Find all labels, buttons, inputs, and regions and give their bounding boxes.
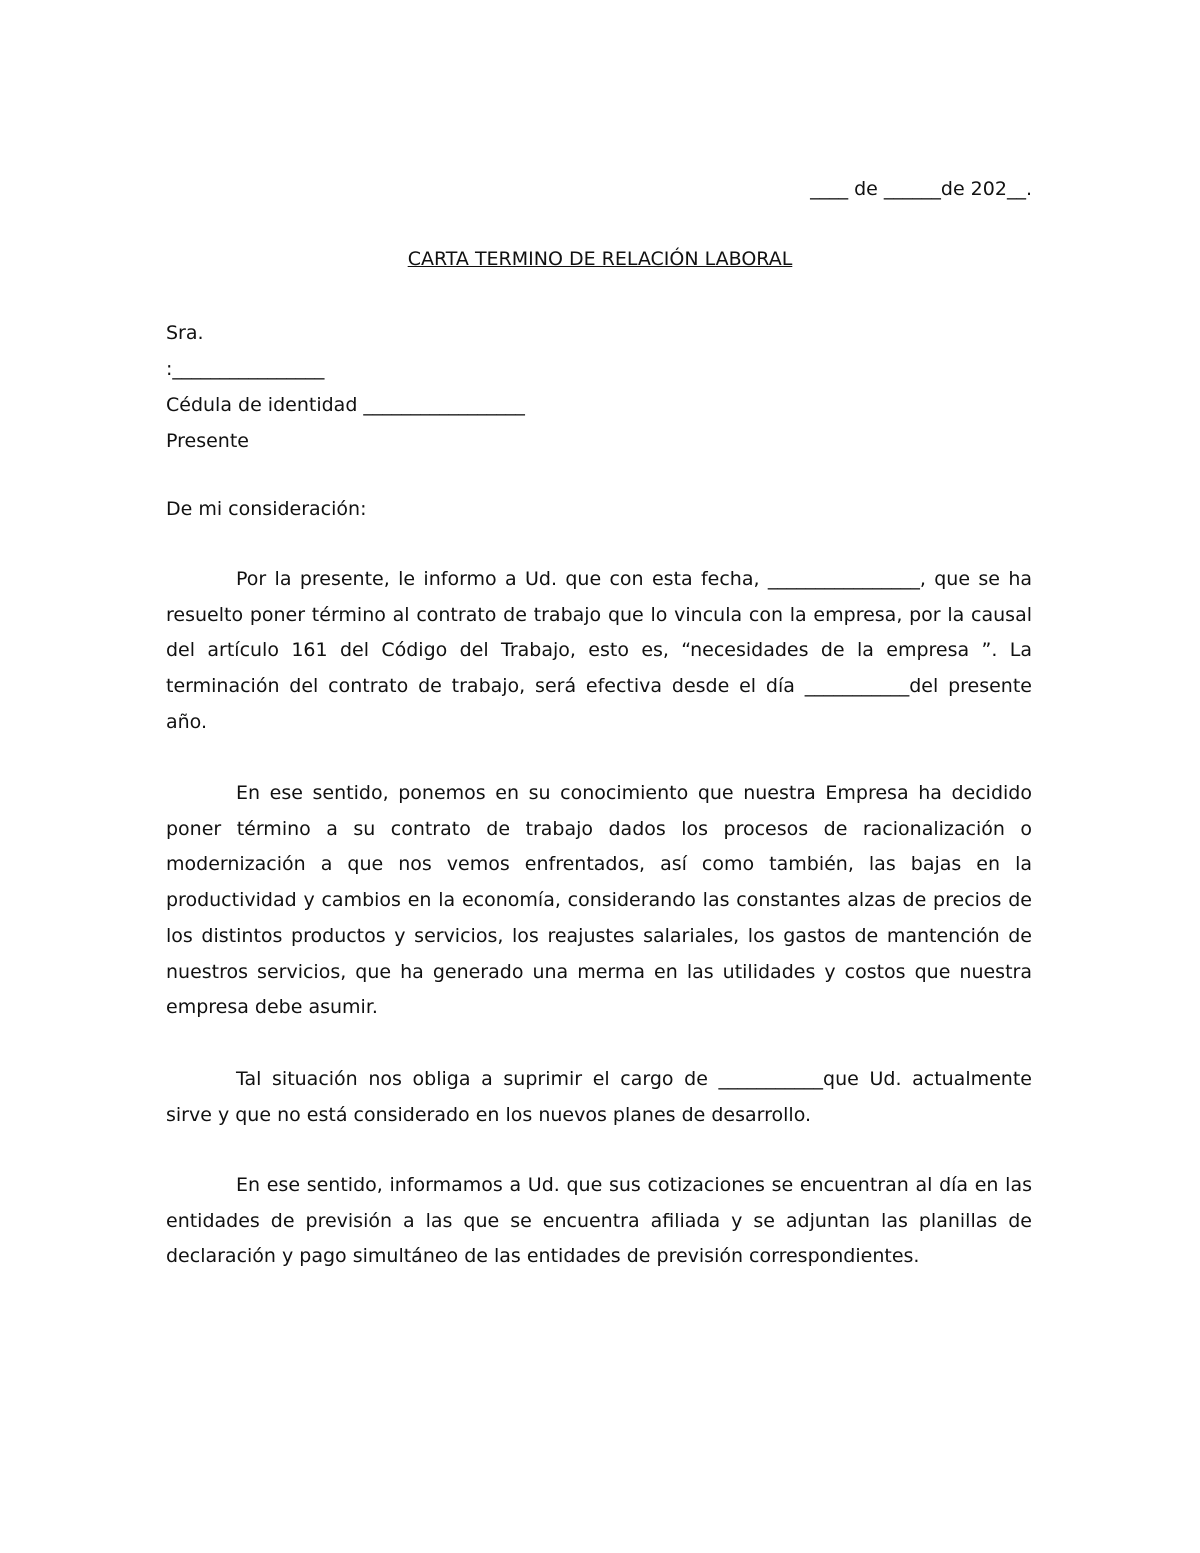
paragraph-text: En ese sentido, informamos a Ud. que sus cotizaciones se encuentran al día en las entidades de previsión a las que se encuentra afiliada y se adjuntan las planillas de declaración y pago simultáneo de las entidades de previsión correspondientes.	[166, 1174, 1032, 1268]
recipient-presente: Presente	[166, 430, 249, 452]
letter-title: CARTA TERMINO DE RELACIÓN LABORAL	[407, 248, 793, 270]
paragraph-4	[166, 1168, 1032, 1275]
paragraph-text: Tal situación nos obliga a suprimir el cargo de ___________que Ud. actualmente sirve y que no está considerado en los nuevos planes de desarrollo.	[166, 1068, 1032, 1126]
recipient-id-line: Cédula de identidad _________________	[166, 394, 525, 416]
date-line: ____ de ______de 202__.	[810, 178, 1032, 200]
paragraph-1	[166, 562, 1032, 741]
recipient-block	[166, 315, 1032, 459]
paragraph-3	[166, 1062, 1032, 1133]
greeting: De mi consideración:	[166, 498, 367, 520]
recipient-salutation: Sra.	[166, 322, 204, 344]
paragraph-text: Por la presente, le informo a Ud. que con esta fecha, ________________, que se ha resuelto poner término al contrato de trabajo que lo vincula con la empresa, por la causal del artículo 161 del Código del Trabajo, esto es, “necesidades de la empresa ”. La terminación del contrato de trabajo, será efectiva desde el día ___________del presente año.	[166, 568, 1032, 733]
paragraph-2	[166, 776, 1032, 1026]
paragraph-text: En ese sentido, ponemos en su conocimiento que nuestra Empresa ha decidido poner término a su contrato de trabajo dados los procesos de racionalización o modernización a que nos vemos enfrentados, así como también, las bajas en la productividad y cambios en la economía, considerando las constantes alzas de precios de los distintos productos y servicios, los reajustes salariales, los gastos de mantención de nuestros servicios, que ha generado una merma en las utilidades y costos que nuestra empresa debe asumir.	[166, 782, 1032, 1019]
recipient-name-line: :________________	[166, 358, 325, 380]
